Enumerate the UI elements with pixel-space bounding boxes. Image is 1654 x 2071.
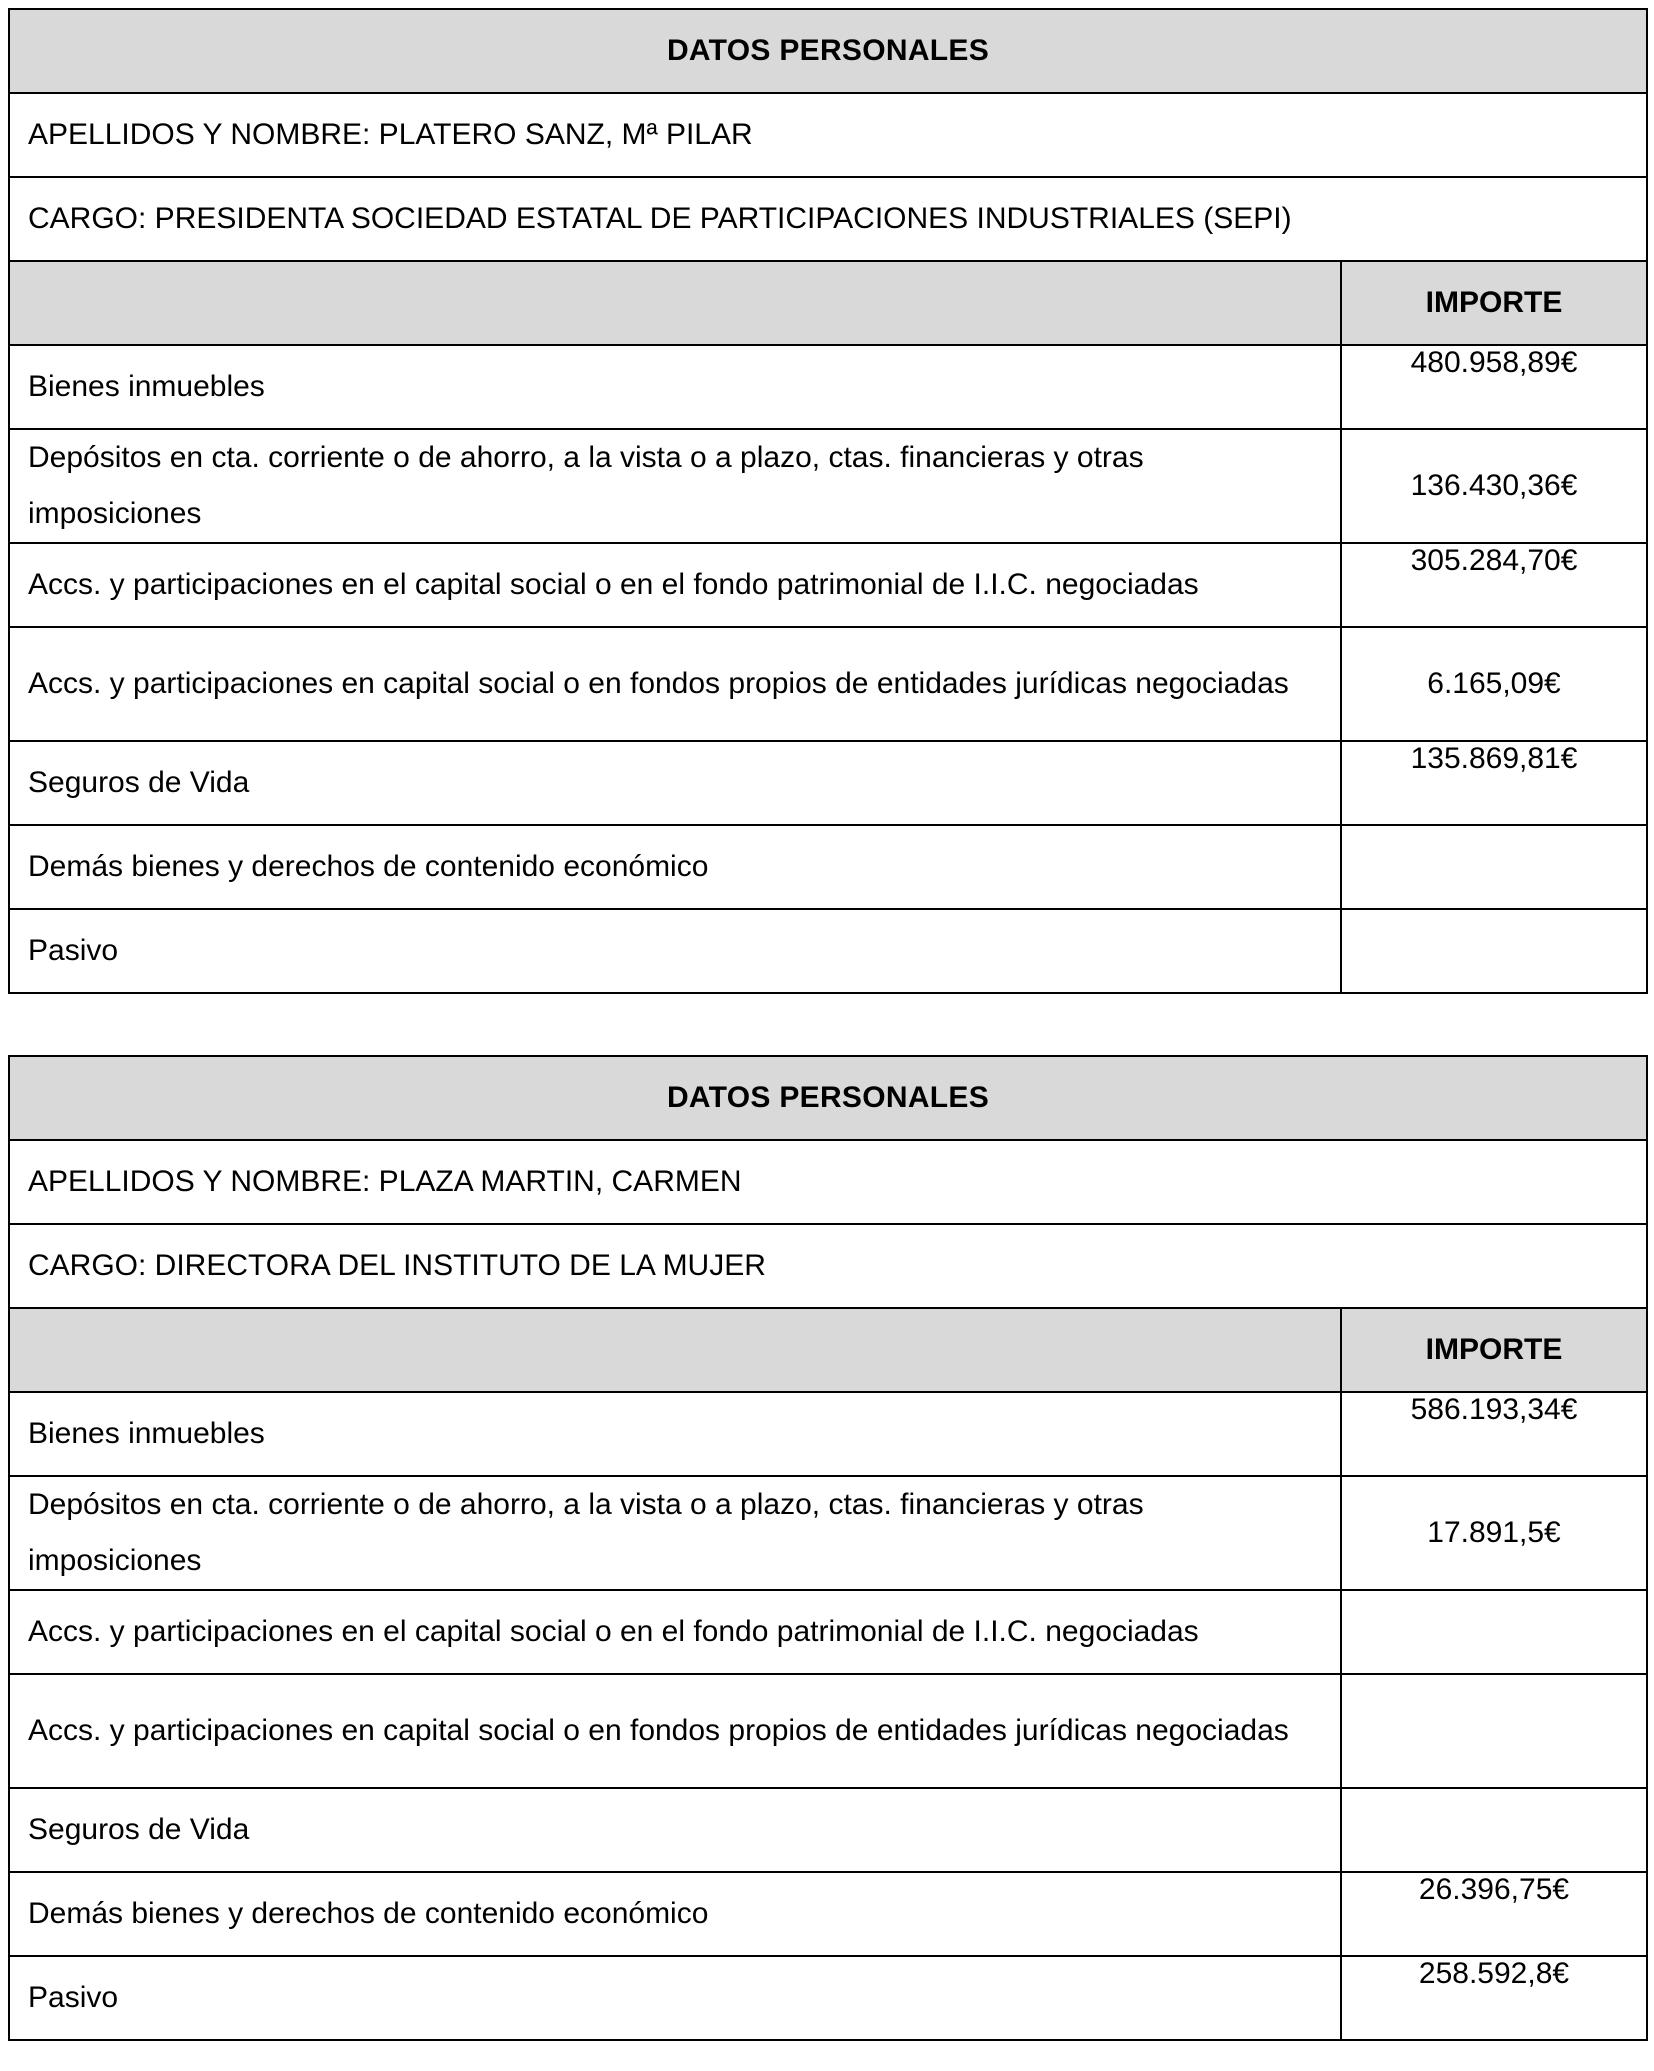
row-amount: 480.958,89€ [1341, 345, 1647, 429]
table-row [9, 345, 1647, 429]
row-amount [1341, 825, 1647, 909]
row-amount: 136.430,36€ [1341, 429, 1647, 543]
declaration-table-platero-sanz [8, 8, 1648, 994]
row-label: Accs. y participaciones en capital social o en fondos propios de entidades jurídicas negociadas [9, 627, 1341, 741]
row-amount: 135.869,81€ [1341, 741, 1647, 825]
row-label: Seguros de Vida [9, 1788, 1341, 1872]
row-label: Accs. y participaciones en capital social o en fondos propios de entidades jurídicas negociadas [9, 1674, 1341, 1788]
table-row [9, 741, 1647, 825]
row-label: Accs. y participaciones en el capital social o en el fondo patrimonial de I.I.C. negociadas [9, 543, 1341, 627]
name-row [9, 93, 1647, 177]
table-row [9, 429, 1647, 543]
name-line: APELLIDOS Y NOMBRE: PLATERO SANZ, Mª PILAR [9, 93, 1647, 177]
row-label: Bienes inmuebles [9, 345, 1341, 429]
section-header-row [9, 9, 1647, 93]
row-label: Demás bienes y derechos de contenido económico [9, 1872, 1341, 1956]
row-amount [1341, 1590, 1647, 1674]
position-line: CARGO: DIRECTORA DEL INSTITUTO DE LA MUJER [9, 1224, 1647, 1308]
blank-header-cell [9, 261, 1341, 345]
row-amount [1341, 909, 1647, 993]
row-amount: 305.284,70€ [1341, 543, 1647, 627]
row-amount: 17.891,5€ [1341, 1476, 1647, 1590]
name-line: APELLIDOS Y NOMBRE: PLAZA MARTIN, CARMEN [9, 1140, 1647, 1224]
row-label: Pasivo [9, 909, 1341, 993]
table-row [9, 1674, 1647, 1788]
row-label: Bienes inmuebles [9, 1392, 1341, 1476]
section-header-row [9, 1056, 1647, 1140]
table-row [9, 543, 1647, 627]
table-row [9, 1590, 1647, 1674]
row-label: Demás bienes y derechos de contenido económico [9, 825, 1341, 909]
table-row [9, 1956, 1647, 2040]
table-row [9, 1788, 1647, 1872]
row-label: Depósitos en cta. corriente o de ahorro, a la vista o a plazo, ctas. financieras y otras imposiciones [9, 1476, 1341, 1590]
position-row [9, 1224, 1647, 1308]
row-amount [1341, 1788, 1647, 1872]
section-title: DATOS PERSONALES [9, 1056, 1647, 1140]
amount-header: IMPORTE [1341, 1308, 1647, 1392]
position-row [9, 177, 1647, 261]
declaration-table-plaza-martin [8, 1055, 1648, 2041]
table-row [9, 1476, 1647, 1590]
blank-header-cell [9, 1308, 1341, 1392]
row-label: Depósitos en cta. corriente o de ahorro, a la vista o a plazo, ctas. financieras y otras imposiciones [9, 429, 1341, 543]
row-label: Pasivo [9, 1956, 1341, 2040]
row-label: Accs. y participaciones en el capital social o en el fondo patrimonial de I.I.C. negociadas [9, 1590, 1341, 1674]
row-amount [1341, 1674, 1647, 1788]
row-amount: 586.193,34€ [1341, 1392, 1647, 1476]
row-label: Seguros de Vida [9, 741, 1341, 825]
column-header-row [9, 261, 1647, 345]
row-amount: 26.396,75€ [1341, 1872, 1647, 1956]
row-amount: 6.165,09€ [1341, 627, 1647, 741]
table-row [9, 1392, 1647, 1476]
column-header-row [9, 1308, 1647, 1392]
table-row [9, 627, 1647, 741]
table-row [9, 909, 1647, 993]
section-title: DATOS PERSONALES [9, 9, 1647, 93]
amount-header: IMPORTE [1341, 261, 1647, 345]
table-row [9, 1872, 1647, 1956]
position-line: CARGO: PRESIDENTA SOCIEDAD ESTATAL DE PARTICIPACIONES INDUSTRIALES (SEPI) [9, 177, 1647, 261]
table-row [9, 825, 1647, 909]
row-amount: 258.592,8€ [1341, 1956, 1647, 2040]
name-row [9, 1140, 1647, 1224]
